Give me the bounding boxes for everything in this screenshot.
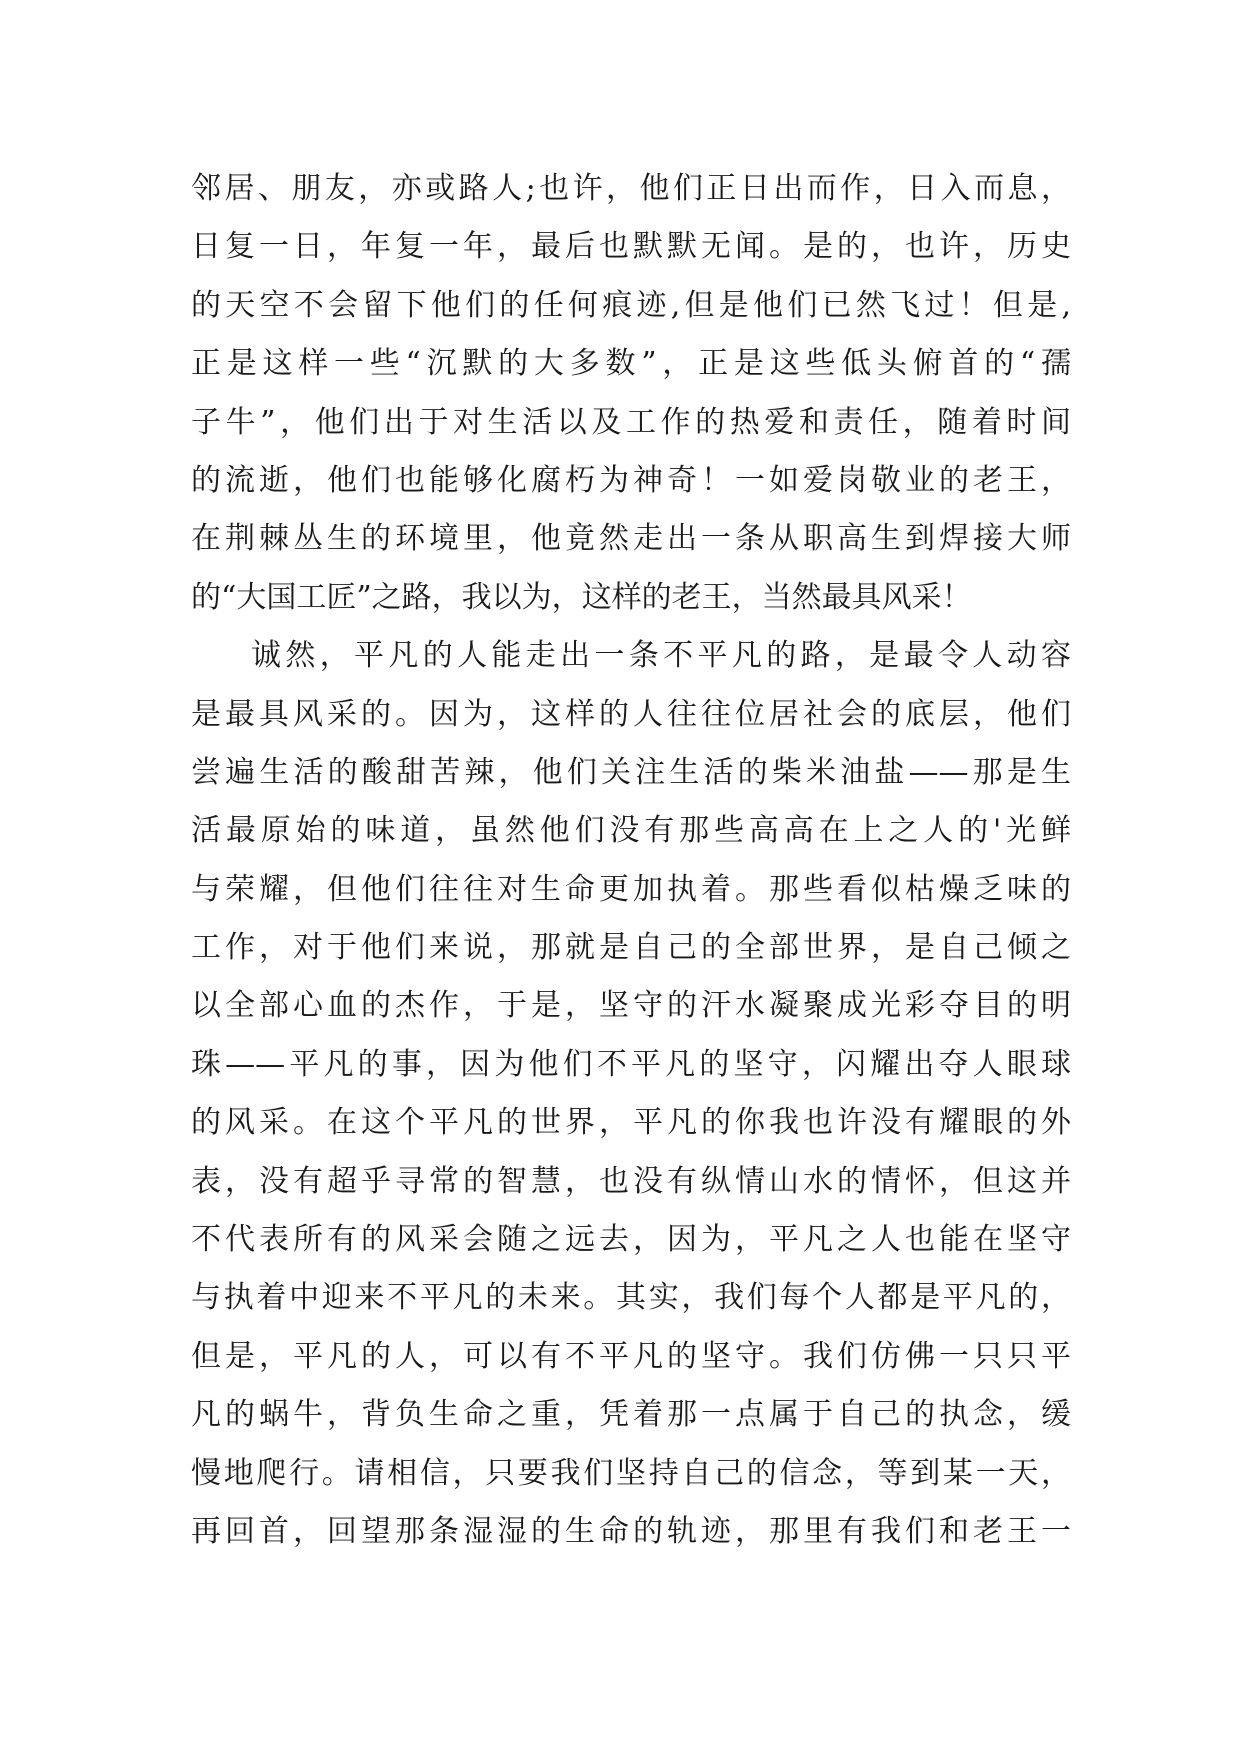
text-line: 珠——平凡的事，因为他们不平凡的坚守，闪耀出夺人眼球 — [191, 1046, 1071, 1082]
text-line: 与执着中迎来不平凡的未来。其实，我们每个人都是平凡的， — [191, 1280, 1071, 1316]
text-line: 工作，对于他们来说，那就是自己的全部世界，是自己倾之 — [191, 930, 1071, 966]
text-line: 是最具风采的。因为，这样的人往往位居社会的底层，他们 — [191, 696, 1071, 732]
text-line: 但是，平凡的人，可以有不平凡的坚守。我们仿佛一只只平 — [191, 1338, 1071, 1374]
text-line: 不代表所有的风采会随之远去，因为，平凡之人也能在坚守 — [191, 1222, 1071, 1258]
text-line: 正是这样一些“沉默的大多数”，正是这些低头俯首的“孺 — [191, 346, 1071, 382]
text-line: 活最原始的味道，虽然他们没有那些高高在上之人的'光鲜 — [191, 813, 1071, 849]
paragraph-start-line: 诚然，平凡的人能走出一条不平凡的路，是最令人动容 — [251, 638, 1071, 674]
text-line: 尝遍生活的酸甜苦辣，他们关注生活的柴米油盐——那是生 — [191, 754, 1071, 790]
text-line: 日复一日，年复一年，最后也默默无闻。是的，也许，历史 — [191, 229, 1071, 265]
text-line: 以全部心血的杰作，于是，坚守的汗水凝聚成光彩夺目的明 — [191, 988, 1071, 1024]
text-line: 子牛”，他们出于对生活以及工作的热爱和责任，随着时间 — [191, 404, 1071, 440]
text-line: 在荆棘丛生的环境里，他竟然走出一条从职高生到焊接大师 — [191, 521, 1071, 557]
text-line: 凡的蜗牛，背负生命之重，凭着那一点属于自己的执念，缓 — [191, 1397, 1071, 1433]
text-line: 的流逝，他们也能够化腐朽为神奇！一如爱岗敬业的老王， — [191, 462, 1071, 498]
text-line: 表，没有超乎寻常的智慧，也没有纵情山水的情怀，但这并 — [191, 1163, 1071, 1199]
text-line: 再回首，回望那条湿湿的生命的轨迹，那里有我们和老王一 — [191, 1513, 1071, 1549]
text-line: 的风采。在这个平凡的世界，平凡的你我也许没有耀眼的外 — [191, 1105, 1071, 1141]
text-line: 邻居、朋友，亦或路人;也许，他们正日出而作，日入而息， — [191, 171, 1071, 206]
text-line: 的“大国工匠”之路，我以为，这样的老王，当然最具风采！ — [191, 579, 972, 615]
text-line: 的天空不会留下他们的任何痕迹,但是他们已然飞过！但是, — [191, 287, 1071, 323]
body-text — [191, 160, 1071, 1561]
text-line: 与荣耀，但他们往往对生命更加执着。那些看似枯燥乏味的 — [191, 871, 1071, 907]
text-line: 慢地爬行。请相信，只要我们坚持自己的信念，等到某一天， — [191, 1455, 1071, 1491]
